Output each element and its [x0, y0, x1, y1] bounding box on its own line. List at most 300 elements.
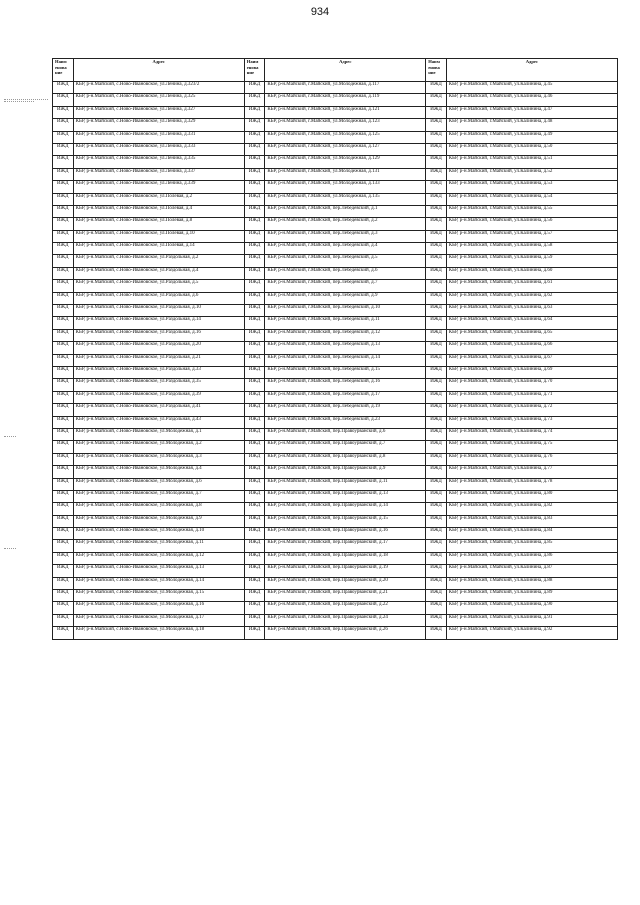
cell-kind: ИЖД	[426, 602, 447, 614]
cell-address: КБР, р-н.Майский, г.Майский, ул.Калинина, д.87	[446, 565, 617, 577]
table-row	[53, 82, 618, 94]
cell-address: КБР, р-н.Майский, г.Майский, пер.Лебедевский, д.23	[265, 416, 426, 428]
cell-kind: ИЖД	[426, 94, 447, 106]
cell-address: КБР, р-н.Майский, г.Майский, пер.Лебедевский, д.15	[265, 366, 426, 378]
cell-address: КБР, р-н.Майский, с.Ново-Ивановское, ул.Раздольная, д.4	[73, 267, 244, 279]
cell-address: КБР, р-н.Майский, г.Майский, ул.Калинина, д.75	[446, 441, 617, 453]
cell-kind: ИЖД	[244, 503, 265, 515]
cell-address: КБР, р-н.Майский, г.Майский, ул.Калинина, д.89	[446, 590, 617, 602]
table-body	[53, 82, 618, 640]
cell-kind: ИЖД	[244, 453, 265, 465]
cell-address: КБР, р-н.Майский, с.Ново-Ивановское, ул.Молодежная, д.11	[73, 540, 244, 552]
table-row	[53, 205, 618, 217]
cell-kind: ИЖД	[426, 379, 447, 391]
table-row	[53, 156, 618, 168]
cell-address: КБР, р-н.Майский, г.Майский, пер.Правоурванский, д.19	[265, 565, 426, 577]
cell-kind: ИЖД	[426, 466, 447, 478]
cell-kind: ИЖД	[53, 466, 74, 478]
cell-address: КБР, р-н.Майский, г.Майский, пер.Лебедевский, д.16	[265, 379, 426, 391]
cell-address: КБР, р-н.Майский, г.Майский, пер.Лебедевский, д.9	[265, 292, 426, 304]
cell-address: КБР, р-н.Майский, с.Ново-Ивановское, ул.Молодежная, д.16	[73, 602, 244, 614]
cell-address: КБР, р-н.Майский, г.Майский, пер.Правоурванский, д.14	[265, 503, 426, 515]
cell-kind: ИЖД	[244, 267, 265, 279]
cell-address: КБР, р-н.Майский, г.Майский, пер.Правоурванский, д.20	[265, 577, 426, 589]
cell-kind: ИЖД	[244, 168, 265, 180]
cell-kind: ИЖД	[53, 143, 74, 155]
table-row	[53, 317, 618, 329]
table-row	[53, 119, 618, 131]
cell-address: КБР, р-н.Майский, с.Ново-Ивановское, ул.Молодежная, д.15	[73, 590, 244, 602]
cell-address: КБР, р-н.Майский, с.Ново-Ивановское, ул.Полевая, д.14	[73, 243, 244, 255]
cell-address: КБР, р-н.Майский, с.Ново-Ивановское, ул.Молодежная, д.3	[73, 453, 244, 465]
cell-address: КБР, р-н.Майский, г.Майский, ул.Калинина, д.86	[446, 552, 617, 564]
cell-address: КБР, р-н.Майский, с.Ново-Ивановское, ул.Ленина, д.333	[73, 143, 244, 155]
cell-kind: ИЖД	[244, 205, 265, 217]
cell-kind: ИЖД	[244, 354, 265, 366]
cell-address: КБР, р-н.Майский, с.Ново-Ивановское, ул.Раздольная, д.21	[73, 354, 244, 366]
cell-address: КБР, р-н.Майский, г.Майский, ул.Калинина, д.76	[446, 453, 617, 465]
cell-address: КБР, р-н.Майский, с.Ново-Ивановское, ул.Ленина, д.335	[73, 156, 244, 168]
cell-kind: ИЖД	[53, 218, 74, 230]
cell-address: КБР, р-н.Майский, г.Майский, ул.Калинина, д.48	[446, 119, 617, 131]
cell-address: КБР, р-н.Майский, г.Майский, пер.Лебедевский, д.4	[265, 243, 426, 255]
cell-address: КБР, р-н.Майский, г.Майский, ул.Калинина, д.78	[446, 478, 617, 490]
cell-kind: ИЖД	[53, 404, 74, 416]
table-row	[53, 379, 618, 391]
table-row	[53, 590, 618, 602]
cell-kind: ИЖД	[426, 119, 447, 131]
cell-kind: ИЖД	[426, 131, 447, 143]
table-row	[53, 614, 618, 626]
cell-kind: ИЖД	[53, 577, 74, 589]
table-row	[53, 416, 618, 428]
cell-kind: ИЖД	[53, 528, 74, 540]
cell-address: КБР, р-н.Майский, с.Ново-Ивановское, ул.Молодежная, д.9	[73, 515, 244, 527]
table-row	[53, 292, 618, 304]
cell-kind: ИЖД	[53, 292, 74, 304]
cell-kind: ИЖД	[53, 131, 74, 143]
cell-kind: ИЖД	[244, 106, 265, 118]
table-row	[53, 565, 618, 577]
cell-kind: ИЖД	[53, 391, 74, 403]
cell-address: КБР, р-н.Майский, с.Ново-Ивановское, ул.Раздольная, д.2	[73, 255, 244, 267]
cell-kind: ИЖД	[53, 205, 74, 217]
cell-kind: ИЖД	[426, 416, 447, 428]
cell-kind: ИЖД	[244, 466, 265, 478]
cell-kind: ИЖД	[426, 156, 447, 168]
cell-address: КБР, р-н.Майский, г.Майский, ул.Молодежная, д.121	[265, 106, 426, 118]
cell-address: КБР, р-н.Майский, с.Ново-Ивановское, ул.Раздольная, д.43	[73, 416, 244, 428]
cell-address: КБР, р-н.Майский, г.Майский, ул.Молодежная, д.117	[265, 82, 426, 94]
cell-address: КБР, р-н.Майский, с.Ново-Ивановское, ул.Раздольная, д.20	[73, 342, 244, 354]
cell-kind: ИЖД	[53, 156, 74, 168]
cell-kind: ИЖД	[244, 528, 265, 540]
cell-kind: ИЖД	[426, 453, 447, 465]
cell-kind: ИЖД	[426, 218, 447, 230]
cell-kind: ИЖД	[244, 404, 265, 416]
cell-kind: ИЖД	[53, 342, 74, 354]
cell-address: КБР, р-н.Майский, г.Майский, ул.Калинина, д.50	[446, 143, 617, 155]
cell-kind: ИЖД	[53, 490, 74, 502]
cell-kind: ИЖД	[426, 181, 447, 193]
cell-address: КБР, р-н.Майский, г.Майский, пер.Лебедевский, д.5	[265, 255, 426, 267]
cell-address: КБР, р-н.Майский, г.Майский, ул.Калинина, д.70	[446, 379, 617, 391]
cell-address: КБР, р-н.Майский, г.Майский, ул.Молодежная, д.129	[265, 156, 426, 168]
cell-kind: ИЖД	[426, 317, 447, 329]
cell-address: КБР, р-н.Майский, г.Майский, ул.Молодежная, д.135	[265, 193, 426, 205]
cell-kind: ИЖД	[426, 267, 447, 279]
cell-address: КБР, р-н.Майский, г.Майский, пер.Правоурванский, д.21	[265, 590, 426, 602]
cell-kind: ИЖД	[244, 490, 265, 502]
cell-kind: ИЖД	[244, 243, 265, 255]
cell-kind: ИЖД	[53, 441, 74, 453]
cell-address: КБР, р-н.Майский, г.Майский, пер.Правоурванский, д.17	[265, 540, 426, 552]
cell-address: КБР, р-н.Майский, с.Ново-Ивановское, ул.Ленина, д.339	[73, 181, 244, 193]
cell-kind: ИЖД	[426, 590, 447, 602]
column-header-address: Адрес	[265, 59, 426, 82]
cell-address: КБР, р-н.Майский, г.Майский, ул.Молодежная, д.131	[265, 168, 426, 180]
cell-address: КБР, р-н.Майский, г.Майский, ул.Калинина, д.71	[446, 391, 617, 403]
cell-address: КБР, р-н.Майский, г.Майский, ул.Калинина, д.52	[446, 168, 617, 180]
cell-address: КБР, р-н.Майский, г.Майский, ул.Молодежная, д.125	[265, 131, 426, 143]
cell-address: КБР, р-н.Майский, г.Майский, ул.Молодежная, д.119	[265, 94, 426, 106]
cell-address: КБР, р-н.Майский, с.Ново-Ивановское, ул.Полевая, д.4	[73, 205, 244, 217]
address-table	[52, 58, 618, 640]
cell-address: КБР, р-н.Майский, с.Ново-Ивановское, ул.Молодежная, д.10	[73, 528, 244, 540]
cell-kind: ИЖД	[426, 329, 447, 341]
cell-kind: ИЖД	[426, 205, 447, 217]
cell-kind: ИЖД	[244, 602, 265, 614]
cell-address: КБР, р-н.Майский, с.Ново-Ивановское, ул.Раздольная, д.5	[73, 280, 244, 292]
cell-kind: ИЖД	[53, 280, 74, 292]
cell-kind: ИЖД	[244, 552, 265, 564]
cell-address: КБР, р-н.Майский, с.Ново-Ивановское, ул.Ленина, д.325	[73, 94, 244, 106]
cell-address: КБР, р-н.Майский, с.Ново-Ивановское, ул.Молодежная, д.6	[73, 478, 244, 490]
table-row	[53, 94, 618, 106]
cell-kind: ИЖД	[53, 366, 74, 378]
cell-address: КБР, р-н.Майский, г.Майский, ул.Калинина, д.66	[446, 342, 617, 354]
cell-kind: ИЖД	[53, 168, 74, 180]
cell-kind: ИЖД	[244, 515, 265, 527]
table-row	[53, 305, 618, 317]
cell-kind: ИЖД	[244, 478, 265, 490]
cell-address: КБР, р-н.Майский, г.Майский, ул.Молодежная, д.133	[265, 181, 426, 193]
cell-address: КБР, р-н.Майский, г.Майский, ул.Калинина, д.91	[446, 614, 617, 626]
table-row	[53, 230, 618, 242]
cell-kind: ИЖД	[53, 540, 74, 552]
cell-kind: ИЖД	[244, 143, 265, 155]
cell-kind: ИЖД	[426, 255, 447, 267]
cell-kind: ИЖД	[244, 329, 265, 341]
cell-address: КБР, р-н.Майский, с.Ново-Ивановское, ул.Раздольная, д.16	[73, 329, 244, 341]
cell-kind: ИЖД	[426, 614, 447, 626]
cell-kind: ИЖД	[244, 181, 265, 193]
table-row	[53, 267, 618, 279]
table-row	[53, 354, 618, 366]
table-row	[53, 503, 618, 515]
cell-kind: ИЖД	[244, 305, 265, 317]
cell-kind: ИЖД	[244, 317, 265, 329]
table-row	[53, 552, 618, 564]
cell-kind: ИЖД	[426, 515, 447, 527]
column-header-address: Адрес	[446, 59, 617, 82]
cell-kind: ИЖД	[53, 305, 74, 317]
cell-address: КБР, р-н.Майский, г.Майский, пер.Лебедевский, д.7	[265, 280, 426, 292]
cell-kind: ИЖД	[426, 565, 447, 577]
cell-address: КБР, р-н.Майский, г.Майский, пер.Лебедевский, д.17	[265, 391, 426, 403]
cell-kind: ИЖД	[426, 552, 447, 564]
cell-kind: ИЖД	[244, 366, 265, 378]
cell-address: КБР, р-н.Майский, с.Ново-Ивановское, ул.Полевая, д.10	[73, 230, 244, 242]
cell-kind: ИЖД	[53, 329, 74, 341]
cell-kind: ИЖД	[53, 416, 74, 428]
cell-kind: ИЖД	[426, 577, 447, 589]
cell-address: КБР, р-н.Майский, г.Майский, ул.Калинина, д.45	[446, 82, 617, 94]
table-row	[53, 280, 618, 292]
cell-address: КБР, р-н.Майский, с.Ново-Ивановское, ул.Раздольная, д.39	[73, 391, 244, 403]
cell-address: КБР, р-н.Майский, г.Майский, ул.Калинина, д.64	[446, 317, 617, 329]
cell-kind: ИЖД	[53, 354, 74, 366]
margin-mark	[4, 101, 34, 103]
cell-address: КБР, р-н.Майский, г.Майский, ул.Калинина, д.56	[446, 218, 617, 230]
cell-address: КБР, р-н.Майский, г.Майский, пер.Правоурванский, д.7	[265, 441, 426, 453]
cell-address: КБР, р-н.Майский, с.Ново-Ивановское, ул.Раздольная, д.10	[73, 305, 244, 317]
cell-kind: ИЖД	[426, 193, 447, 205]
page-number: 934	[310, 6, 330, 18]
cell-address: КБР, р-н.Майский, г.Майский, ул.Калинина, д.49	[446, 131, 617, 143]
cell-kind: ИЖД	[53, 255, 74, 267]
cell-kind: ИЖД	[244, 428, 265, 440]
table-row	[53, 453, 618, 465]
cell-kind: ИЖД	[244, 82, 265, 94]
cell-address: КБР, р-н.Майский, г.Майский, пер.Лебедевский, д.19	[265, 404, 426, 416]
table-row	[53, 143, 618, 155]
cell-kind: ИЖД	[426, 354, 447, 366]
table-row	[53, 255, 618, 267]
cell-kind: ИЖД	[244, 590, 265, 602]
margin-scan-marks	[0, 0, 50, 905]
table-row	[53, 466, 618, 478]
cell-kind: ИЖД	[244, 614, 265, 626]
cell-address: КБР, р-н.Майский, с.Ново-Ивановское, ул.Раздольная, д.33	[73, 366, 244, 378]
cell-kind: ИЖД	[53, 428, 74, 440]
cell-kind: ИЖД	[426, 280, 447, 292]
cell-address: КБР, р-н.Майский, с.Ново-Ивановское, ул.Раздольная, д.14	[73, 317, 244, 329]
cell-address: КБР, р-н.Майский, г.Майский, ул.Калинина, д.88	[446, 577, 617, 589]
cell-address: КБР, р-н.Майский, г.Майский, пер.Правоурванский, д.6	[265, 428, 426, 440]
cell-kind: ИЖД	[53, 453, 74, 465]
margin-mark	[4, 548, 16, 550]
cell-kind: ИЖД	[426, 391, 447, 403]
table-row	[53, 106, 618, 118]
cell-address: КБР, р-н.Майский, г.Майский, ул.Калинина, д.53	[446, 181, 617, 193]
table-row	[53, 540, 618, 552]
cell-kind: ИЖД	[426, 305, 447, 317]
cell-kind: ИЖД	[244, 280, 265, 292]
cell-kind: ИЖД	[53, 602, 74, 614]
cell-kind: ИЖД	[53, 181, 74, 193]
cell-address: КБР, р-н.Майский, с.Ново-Ивановское, ул.Молодежная, д.14	[73, 577, 244, 589]
cell-kind: ИЖД	[53, 106, 74, 118]
cell-address: КБР, р-н.Майский, с.Ново-Ивановское, ул.Раздольная, д.6	[73, 292, 244, 304]
table-row	[53, 490, 618, 502]
cell-kind: ИЖД	[426, 366, 447, 378]
cell-kind: ИЖД	[244, 416, 265, 428]
cell-kind: ИЖД	[53, 230, 74, 242]
cell-address: КБР, р-н.Майский, г.Майский, ул.Калинина, д.69	[446, 366, 617, 378]
cell-address: КБР, р-н.Майский, г.Майский, пер.Лебедевский, д.3	[265, 230, 426, 242]
cell-kind: ИЖД	[426, 143, 447, 155]
cell-address: КБР, р-н.Майский, с.Ново-Ивановское, ул.Молодежная, д.7	[73, 490, 244, 502]
cell-kind: ИЖД	[426, 528, 447, 540]
cell-kind: ИЖД	[426, 478, 447, 490]
cell-address: КБР, р-н.Майский, г.Майский, ул.Калинина, д.46	[446, 94, 617, 106]
table-row	[53, 428, 618, 440]
cell-kind: ИЖД	[426, 243, 447, 255]
cell-address: КБР, р-н.Майский, г.Майский, пер.Правоурванский, д.22	[265, 602, 426, 614]
cell-kind: ИЖД	[53, 515, 74, 527]
cell-address: КБР, р-н.Майский, г.Майский, ул.Калинина, д.84	[446, 528, 617, 540]
cell-address: КБР, р-н.Майский, г.Майский, пер.Правоурванский, д.9	[265, 466, 426, 478]
table-row	[53, 515, 618, 527]
cell-kind: ИЖД	[244, 230, 265, 242]
cell-kind: ИЖД	[53, 614, 74, 626]
cell-kind: ИЖД	[53, 379, 74, 391]
cell-address: КБР, р-н.Майский, г.Майский, ул.Калинина, д.63	[446, 305, 617, 317]
cell-address: КБР, р-н.Майский, г.Майский, ул.Калинина, д.85	[446, 540, 617, 552]
cell-kind: ИЖД	[244, 441, 265, 453]
cell-address: КБР, р-н.Майский, г.Майский, ул.Калинина, д.65	[446, 329, 617, 341]
cell-address: КБР, р-н.Майский, г.Майский, ул.Молодежная, д.127	[265, 143, 426, 155]
cell-address: КБР, р-н.Майский, г.Майский, пер.Лебедевский, д.14	[265, 354, 426, 366]
cell-address: КБР, р-н.Майский, г.Майский, ул.Калинина, д.77	[446, 466, 617, 478]
cell-address: КБР, р-н.Майский, с.Ново-Ивановское, ул.Ленина, д.329	[73, 119, 244, 131]
cell-kind: ИЖД	[244, 391, 265, 403]
cell-kind: ИЖД	[244, 627, 265, 639]
cell-kind: ИЖД	[426, 82, 447, 94]
cell-address: КБР, р-н.Майский, с.Ново-Ивановское, ул.Молодежная, д.2	[73, 441, 244, 453]
column-header-kind: Наим енова ние	[426, 59, 447, 82]
cell-address: КБР, р-н.Майский, г.Майский, пер.Правоурванский, д.11	[265, 478, 426, 490]
table-row	[53, 404, 618, 416]
cell-kind: ИЖД	[426, 404, 447, 416]
cell-address: КБР, р-н.Майский, с.Ново-Ивановское, ул.Ленина, д.327	[73, 106, 244, 118]
cell-address: КБР, р-н.Майский, г.Майский, ул.Молодежная, д.123	[265, 119, 426, 131]
cell-kind: ИЖД	[53, 317, 74, 329]
cell-address: КБР, р-н.Майский, г.Майский, ул.Калинина, д.47	[446, 106, 617, 118]
cell-address: КБР, р-н.Майский, г.Майский, ул.Калинина, д.67	[446, 354, 617, 366]
cell-address: КБР, р-н.Майский, г.Майский, ул.Калинина, д.74	[446, 428, 617, 440]
cell-address: КБР, р-н.Майский, с.Ново-Ивановское, ул.Молодежная, д.1	[73, 428, 244, 440]
cell-kind: ИЖД	[426, 168, 447, 180]
column-header-kind: Наим енова ние	[244, 59, 265, 82]
cell-address: КБР, р-н.Майский, г.Майский, ул.Калинина, д.92	[446, 627, 617, 639]
cell-address: КБР, р-н.Майский, г.Майский, ул.Калинина, д.83	[446, 515, 617, 527]
cell-address: КБР, р-н.Майский, г.Майский, пер.Лебедевский, д.12	[265, 329, 426, 341]
cell-address: КБР, р-н.Майский, г.Майский, пер.Лебедевский, д.1	[265, 205, 426, 217]
cell-kind: ИЖД	[244, 540, 265, 552]
cell-address: КБР, р-н.Майский, г.Майский, ул.Калинина, д.57	[446, 230, 617, 242]
cell-kind: ИЖД	[244, 218, 265, 230]
cell-address: КБР, р-н.Майский, г.Майский, ул.Калинина, д.60	[446, 267, 617, 279]
cell-address: КБР, р-н.Майский, с.Ново-Ивановское, ул.Молодежная, д.4	[73, 466, 244, 478]
cell-kind: ИЖД	[53, 243, 74, 255]
table-row	[53, 528, 618, 540]
cell-kind: ИЖД	[53, 627, 74, 639]
cell-address: КБР, р-н.Майский, г.Майский, пер.Правоурванский, д.13	[265, 490, 426, 502]
cell-kind: ИЖД	[53, 478, 74, 490]
cell-kind: ИЖД	[244, 156, 265, 168]
cell-kind: ИЖД	[426, 503, 447, 515]
cell-address: КБР, р-н.Майский, г.Майский, пер.Лебедевский, д.2	[265, 218, 426, 230]
cell-kind: ИЖД	[244, 94, 265, 106]
cell-kind: ИЖД	[244, 342, 265, 354]
cell-address: КБР, р-н.Майский, г.Майский, пер.Правоурванский, д.26	[265, 627, 426, 639]
cell-address: КБР, р-н.Майский, г.Майский, ул.Калинина, д.55	[446, 205, 617, 217]
table-header-row	[53, 59, 618, 82]
cell-address: КБР, р-н.Майский, с.Ново-Ивановское, ул.Молодежная, д.8	[73, 503, 244, 515]
cell-kind: ИЖД	[426, 230, 447, 242]
column-header-address: Адрес	[73, 59, 244, 82]
cell-address: КБР, р-н.Майский, с.Ново-Ивановское, ул.Молодежная, д.17	[73, 614, 244, 626]
cell-kind: ИЖД	[53, 82, 74, 94]
cell-kind: ИЖД	[244, 379, 265, 391]
cell-address: КБР, р-н.Майский, с.Ново-Ивановское, ул.Раздольная, д.41	[73, 404, 244, 416]
cell-address: КБР, р-н.Майский, с.Ново-Ивановское, ул.Молодежная, д.18	[73, 627, 244, 639]
table-row	[53, 243, 618, 255]
cell-address: КБР, р-н.Майский, г.Майский, пер.Правоурванский, д.18	[265, 552, 426, 564]
table-row	[53, 193, 618, 205]
cell-address: КБР, р-н.Майский, г.Майский, пер.Лебедевский, д.6	[265, 267, 426, 279]
cell-kind: ИЖД	[53, 565, 74, 577]
cell-address: КБР, р-н.Майский, г.Майский, ул.Калинина, д.72	[446, 404, 617, 416]
cell-address: КБР, р-н.Майский, г.Майский, ул.Калинина, д.61	[446, 280, 617, 292]
cell-kind: ИЖД	[426, 292, 447, 304]
table-row	[53, 218, 618, 230]
cell-address: КБР, р-н.Майский, с.Ново-Ивановское, ул.Полевая, д.8	[73, 218, 244, 230]
table-row	[53, 342, 618, 354]
cell-address: КБР, р-н.Майский, с.Ново-Ивановское, ул.Раздольная, д.35	[73, 379, 244, 391]
cell-kind: ИЖД	[426, 106, 447, 118]
cell-kind: ИЖД	[426, 490, 447, 502]
table-row	[53, 329, 618, 341]
cell-kind: ИЖД	[426, 342, 447, 354]
table-row	[53, 602, 618, 614]
table-row	[53, 577, 618, 589]
cell-kind: ИЖД	[53, 552, 74, 564]
cell-address: КБР, р-н.Майский, г.Майский, пер.Правоурванский, д.8	[265, 453, 426, 465]
cell-address: КБР, р-н.Майский, г.Майский, ул.Калинина, д.59	[446, 255, 617, 267]
cell-kind: ИЖД	[53, 193, 74, 205]
cell-address: КБР, р-н.Майский, г.Майский, ул.Калинина, д.51	[446, 156, 617, 168]
cell-address: КБР, р-н.Майский, с.Ново-Ивановское, ул.Молодежная, д.12	[73, 552, 244, 564]
cell-address: КБР, р-н.Майский, г.Майский, пер.Лебедевский, д.13	[265, 342, 426, 354]
cell-kind: ИЖД	[244, 255, 265, 267]
cell-kind: ИЖД	[53, 119, 74, 131]
cell-kind: ИЖД	[244, 193, 265, 205]
cell-kind: ИЖД	[244, 119, 265, 131]
cell-address: КБР, р-н.Майский, с.Ново-Ивановское, ул.Ленина, д.337	[73, 168, 244, 180]
cell-address: КБР, р-н.Майский, г.Майский, ул.Калинина, д.73	[446, 416, 617, 428]
cell-address: КБР, р-н.Майский, г.Майский, ул.Калинина, д.54	[446, 193, 617, 205]
cell-kind: ИЖД	[53, 503, 74, 515]
table-row	[53, 366, 618, 378]
cell-kind: ИЖД	[426, 428, 447, 440]
cell-address: КБР, р-н.Майский, г.Майский, ул.Калинина, д.82	[446, 503, 617, 515]
cell-address: КБР, р-н.Майский, г.Майский, пер.Правоурванский, д.16	[265, 528, 426, 540]
cell-address: КБР, р-н.Майский, г.Майский, пер.Правоурванский, д.24	[265, 614, 426, 626]
cell-address: КБР, р-н.Майский, г.Майский, пер.Лебедевский, д.11	[265, 317, 426, 329]
